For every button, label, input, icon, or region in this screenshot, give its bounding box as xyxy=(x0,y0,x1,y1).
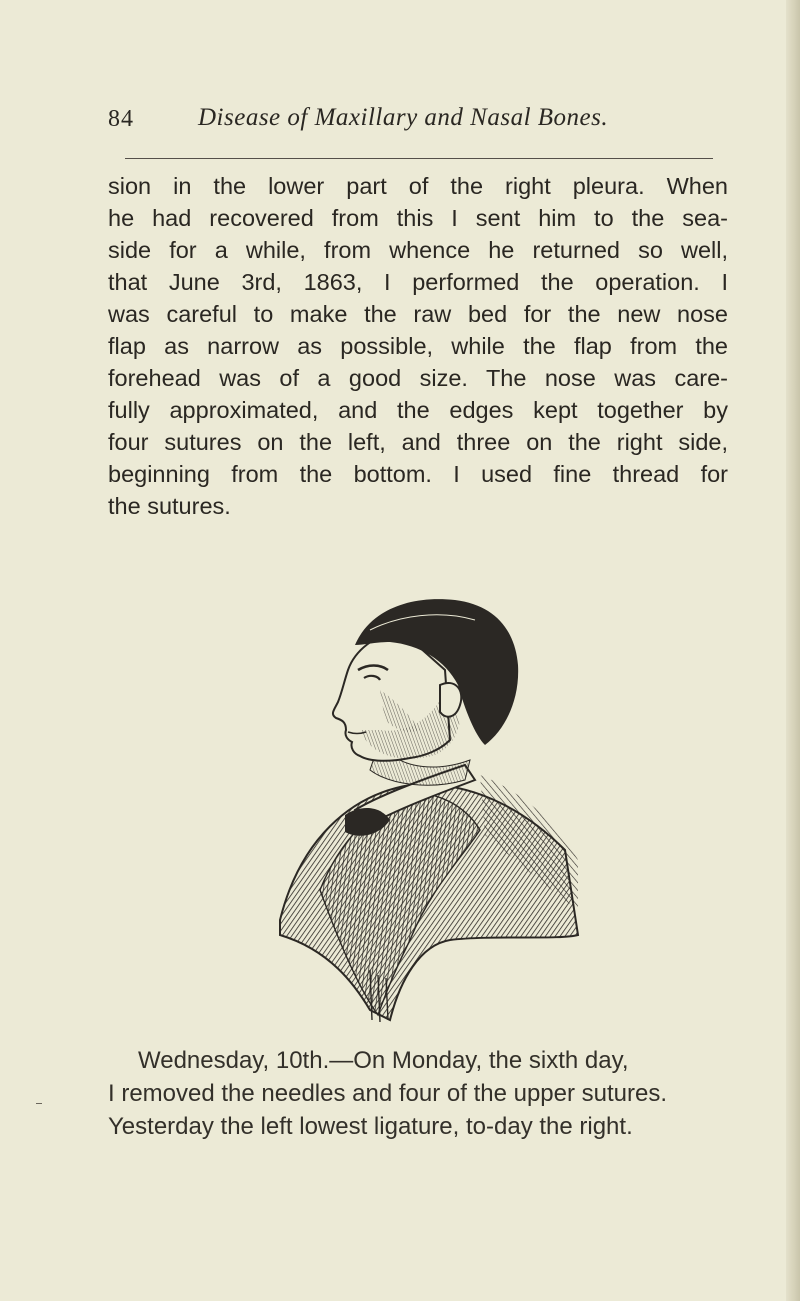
text-line: Yesterday the left lowest ligature, to-day the right. xyxy=(108,1113,633,1140)
page-edge xyxy=(786,0,800,1301)
running-head xyxy=(108,100,728,140)
running-title: Disease of Maxillary and Nasal Bones. xyxy=(198,104,609,131)
text-line: that June 3rd, 1863, I performed the operation. I xyxy=(108,269,728,295)
text-line: Wednesday, 10th.—On Monday, the sixth day, xyxy=(138,1047,629,1074)
text-line: I removed the needles and four of the upper sutures. xyxy=(108,1080,668,1107)
text-line: sion in the lower part of the right pleura. When xyxy=(108,173,728,199)
text-line: the sutures. xyxy=(108,493,231,519)
text-line: beginning from the bottom. I used fine thread for xyxy=(108,461,728,487)
text-line: four sutures on the left, and three on the right side, xyxy=(108,429,728,455)
text-line: side for a while, from whence he returned so well, xyxy=(108,237,728,263)
header-rule xyxy=(125,158,713,159)
text-line: forehead was of a good size. The nose was care- xyxy=(108,365,728,391)
engraved-portrait-figure xyxy=(260,590,580,1030)
text-line: flap as narrow as possible, while the flap from the xyxy=(108,333,728,359)
entry-paragraph xyxy=(108,1044,730,1143)
page-number: 84 xyxy=(108,106,134,132)
margin-mark xyxy=(36,1103,42,1104)
text-line: fully approximated, and the edges kept together by xyxy=(108,397,728,423)
ear xyxy=(440,683,461,717)
text-line: was careful to make the raw bed for the new nose xyxy=(108,301,728,327)
text-line: he had recovered from this I sent him to the sea- xyxy=(108,205,728,231)
body-paragraph xyxy=(108,170,728,522)
